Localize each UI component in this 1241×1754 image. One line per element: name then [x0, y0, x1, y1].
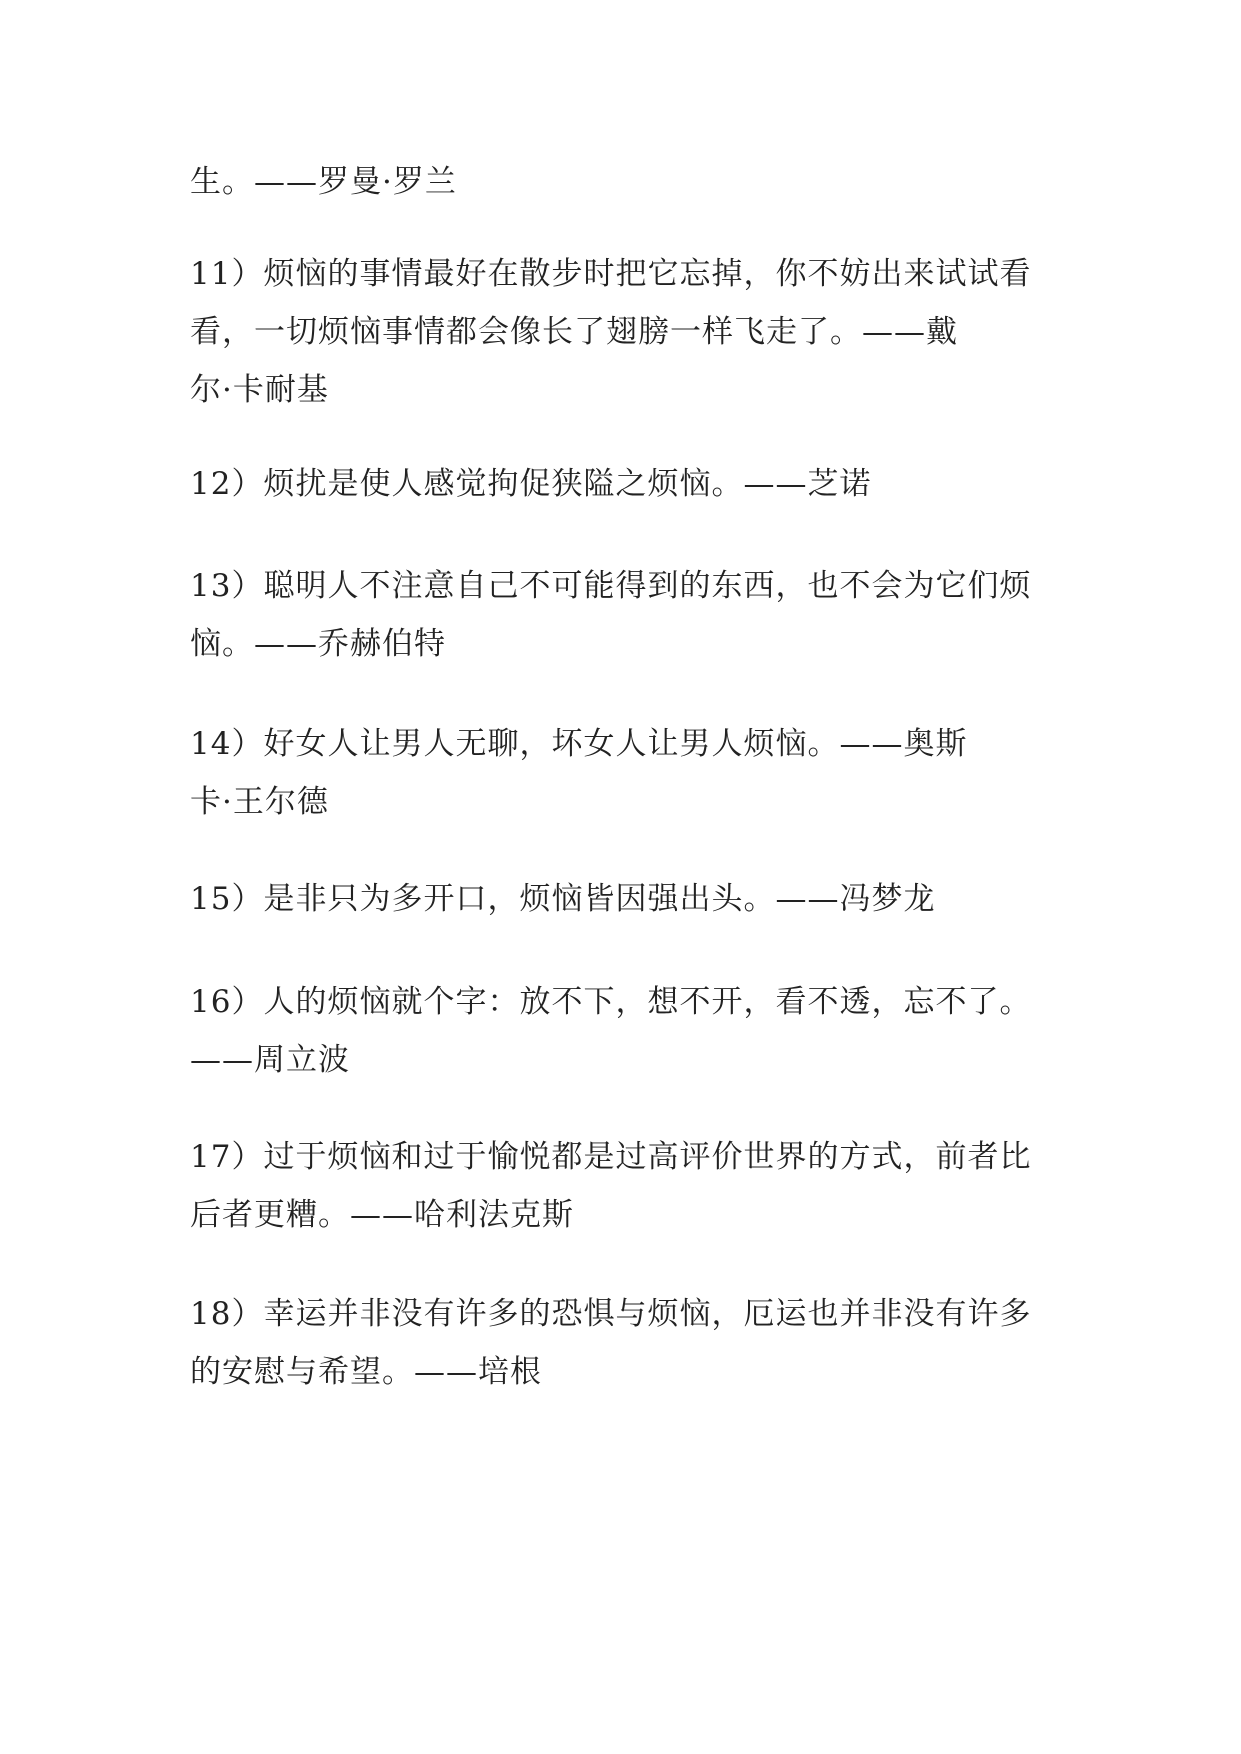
quote-13: [190, 557, 1060, 673]
text-line: 尔·卡耐基: [190, 372, 329, 408]
text-line: 生。——罗曼·罗兰: [190, 164, 457, 200]
text-line: 12）烦扰是使人感觉拘促狭隘之烦恼。——芝诺: [190, 466, 872, 502]
quote-14: [190, 715, 1060, 831]
text-line: 16）人的烦恼就个字：放不下，想不开，看不透，忘不了。: [190, 984, 1032, 1020]
text-line: 15）是非只为多开口，烦恼皆因强出头。——冯梦龙: [190, 881, 936, 917]
text-line: 看，一切烦恼事情都会像长了翅膀一样飞走了。——戴: [190, 314, 958, 350]
text-line: 13）聪明人不注意自己不可能得到的东西，也不会为它们烦: [190, 568, 1032, 604]
text-line: 17）过于烦恼和过于愉悦都是过高评价世界的方式，前者比: [190, 1139, 1032, 1175]
quote-16: [190, 973, 1060, 1089]
text-line: ——周立波: [190, 1042, 350, 1078]
quote-18: [190, 1285, 1060, 1401]
text-line: 18）幸运并非没有许多的恐惧与烦恼，厄运也并非没有许多: [190, 1296, 1032, 1332]
text-line: 14）好女人让男人无聊，坏女人让男人烦恼。——奥斯: [190, 726, 968, 762]
quote-15: [190, 870, 1060, 928]
text-line: 恼。——乔赫伯特: [190, 626, 446, 662]
text-line: 卡·王尔德: [190, 784, 329, 820]
quote-11: [190, 245, 1060, 419]
quote-fragment-top: [190, 153, 1060, 211]
quote-17: [190, 1128, 1060, 1244]
text-line: 的安慰与希望。——培根: [190, 1354, 542, 1390]
text-line: 11）烦恼的事情最好在散步时把它忘掉，你不妨出来试试看: [190, 256, 1032, 292]
quote-12: [190, 455, 1060, 513]
text-line: 后者更糟。——哈利法克斯: [190, 1197, 574, 1233]
